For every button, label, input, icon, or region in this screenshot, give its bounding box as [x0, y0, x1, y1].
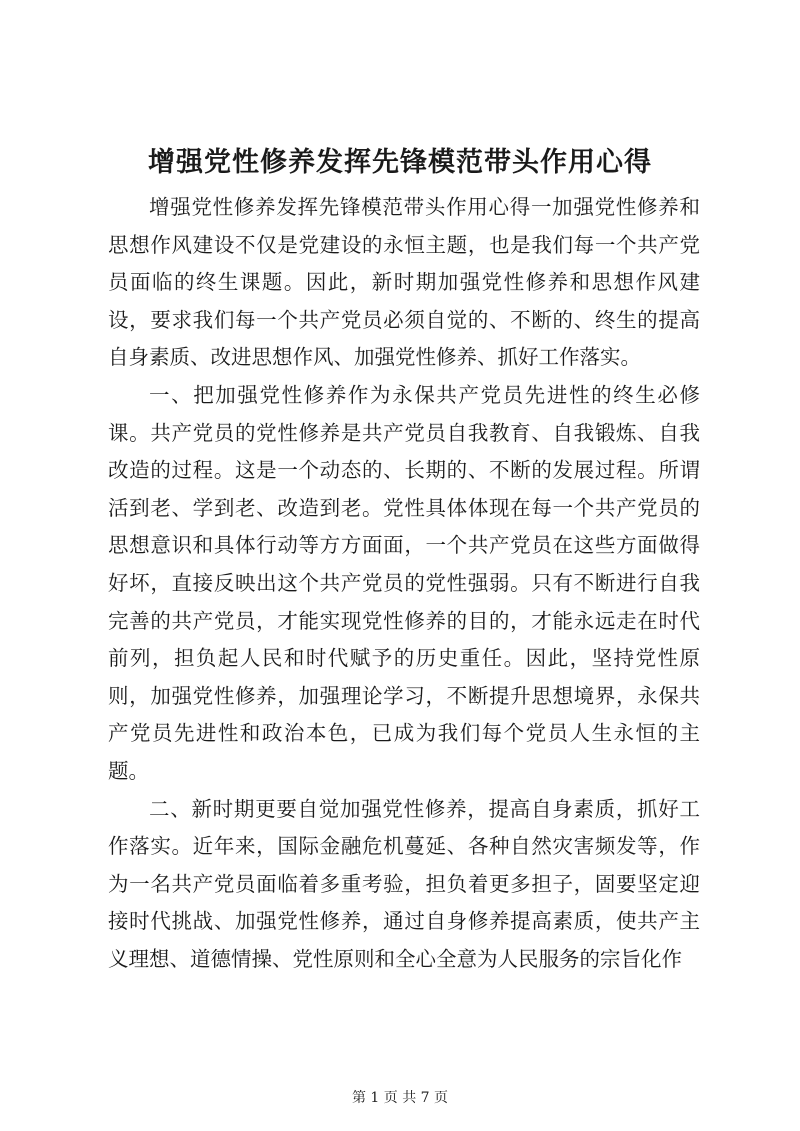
document-title: 增强党性修养发挥先锋模范带头作用心得: [148, 147, 652, 178]
page-number-footer: 第 1 页 共 7 页: [351, 1090, 449, 1106]
document-body: [108, 189, 700, 978]
paragraph-section-one: 一、把加强党性修养作为永保共产党员先进性的终生必修课。共产党员的党性修养是共产党员自我教育、自我锻炼、自我改造的过程。这是一个动态的、长期的、不断的发展过程。所谓活到老、学到老、改造到老。党性具体体现在每一个共产党员的思想意识和具体行动等方方面面，一个共产党员在这些方面做得好坏，直接反映出这个共产党员的党性强弱。只有不断进行自我完善的共产党员，才能实现党性修养的目的，才能永远走在时代前列，担负起人民和时代赋予的历史重任。因此，坚持党性原则，加强党性修养，加强理论学习，不断提升思想境界，永保共产党员先进性和政治本色，已成为我们每个党员人生永恒的主题。: [108, 382, 700, 783]
paragraph-section-two: 二、新时期更要自觉加强党性修养，提高自身素质，抓好工作落实。近年来，国际金融危机蔓延、各种自然灾害频发等，作为一名共产党员面临着多重考验，担负着更多担子，固要坚定迎接时代挑战、加强党性修养，通过自身修养提高素质，使共产主义理想、道德情操、党性原则和全心全意为人民服务的宗旨化作: [108, 796, 700, 971]
paragraph-intro: 增强党性修养发挥先锋模范带头作用心得一加强党性修养和思想作风建设不仅是党建设的永恒主题，也是我们每一个共产党员面临的终生课题。因此，新时期加强党性修养和思想作风建设，要求我们每一个共产党员必须自觉的、不断的、终生的提高自身素质、改进思想作风、加强党性修养、抓好工作落实。: [108, 195, 700, 370]
